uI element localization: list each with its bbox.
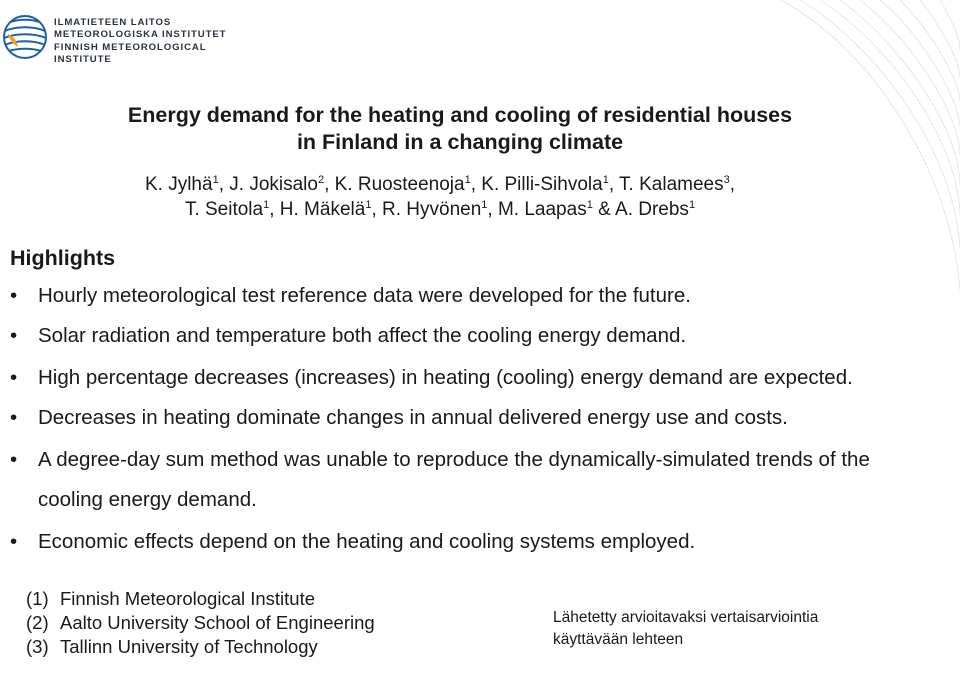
logo-line-2: METEOROLOGISKA INSTITUTET [54, 29, 227, 41]
affiliation-item [26, 635, 318, 659]
affiliation-number: (2) [26, 612, 49, 633]
title-line-1: Energy demand for the heating and cooling of residential houses [127, 103, 793, 127]
affiliation-name: Aalto University School of Engineering [60, 612, 375, 633]
author-name: K. Pilli-Sihvola [481, 174, 603, 195]
author-affiliation: 1 [365, 199, 372, 211]
author-separator: , [470, 174, 482, 195]
author-name: R. Hyvönen [382, 199, 482, 220]
author-separator: , [218, 174, 230, 195]
author-separator: , [729, 174, 735, 195]
highlight-text: A degree-day sum method was unable to reproduce the dynamically-simulated trends of the [38, 448, 870, 471]
affiliation-name: Finnish Meteorological Institute [60, 588, 316, 609]
author-name: T. Seitola [184, 199, 264, 220]
author-name: M. Laapas [497, 199, 587, 220]
bullet-icon: • [10, 448, 18, 471]
author-separator: , [269, 199, 280, 220]
author-separator: & [592, 199, 616, 220]
author-separator: , [371, 199, 382, 220]
author-affiliation: 1 [481, 199, 488, 211]
review-note-line-2: käyttävään lehteen [553, 631, 684, 648]
author-affiliation: 3 [723, 174, 730, 186]
review-note-line-1: Lähetetty arvioitavaksi vertaisarviointia [553, 609, 819, 626]
title-line-2: in Finland in a changing climate [296, 130, 624, 154]
highlight-text: Hourly meteorological test reference data were developed for the future. [38, 284, 691, 307]
affiliation-item [26, 587, 315, 611]
logo-line-1: ILMATIETEEN LAITOS [54, 17, 172, 28]
author-affiliation: 2 [317, 174, 325, 186]
author-name: J. Jokisalo [229, 174, 318, 195]
bullet-icon: • [10, 366, 18, 389]
authors-line-2 [0, 196, 880, 223]
author-name: A. Drebs [615, 199, 689, 220]
authors-line-1 [0, 171, 880, 198]
author-affiliation: 1 [586, 199, 593, 211]
affiliation-number: (1) [26, 588, 49, 609]
author-separator: , [608, 174, 620, 195]
author-name: T. Kalamees [619, 174, 724, 195]
logo-line-3: FINNISH METEOROLOGICAL INSTITUTE [54, 41, 207, 66]
author-name: K. Jylhä [144, 174, 213, 195]
highlight-text: High percentage decreases (increases) in heating (cooling) energy demand are expected. [38, 366, 853, 389]
institute-logo [2, 8, 252, 64]
highlight-text: Decreases in heating dominate changes in annual delivered energy use and costs. [38, 406, 788, 429]
highlight-text: Economic effects depend on the heating and cooling systems employed. [38, 530, 696, 553]
author-name: K. Ruosteenoja [334, 174, 465, 195]
author-affiliation: 1 [602, 174, 609, 186]
bullet-icon: • [10, 324, 18, 347]
globe-logo-icon [2, 14, 48, 60]
author-affiliation: 1 [688, 199, 696, 211]
author-name: H. Mäkelä [279, 199, 366, 220]
highlight-text: cooling energy demand. [38, 488, 257, 511]
affiliation-item [26, 611, 375, 635]
highlights-heading: Highlights [10, 246, 116, 270]
author-affiliation: 1 [464, 174, 471, 186]
bullet-icon: • [10, 284, 18, 307]
author-affiliation: 1 [212, 174, 219, 186]
affiliation-name: Tallinn University of Technology [60, 636, 318, 657]
bullet-icon: • [10, 530, 18, 553]
author-separator: , [487, 199, 498, 220]
affiliation-number: (3) [26, 636, 49, 657]
author-separator: , [324, 174, 335, 195]
author-affiliation: 1 [263, 199, 270, 211]
bullet-icon: • [10, 406, 18, 429]
highlight-text: Solar radiation and temperature both affect the cooling energy demand. [38, 324, 687, 347]
